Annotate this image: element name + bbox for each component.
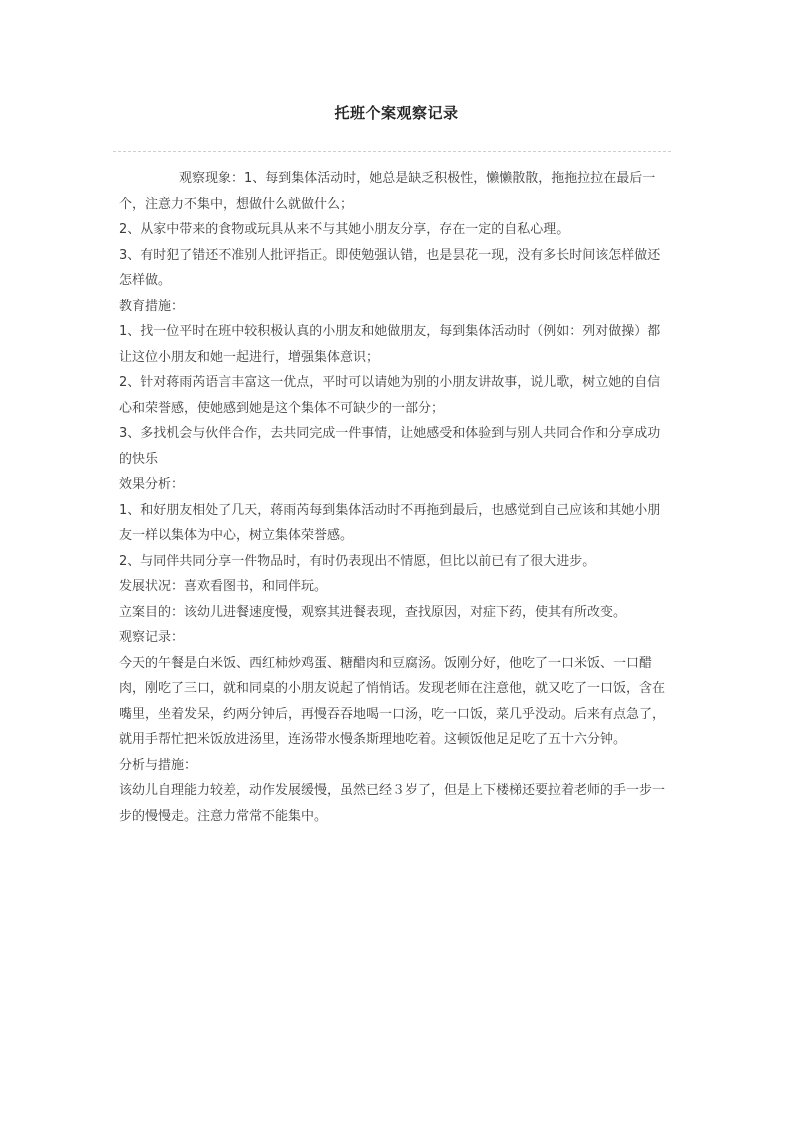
effect-analysis-1: 1、和好朋友相处了几天，蒋雨芮每到集体活动时不再拖到最后，也感觉到自己应该和其她小朋友一样以集体为中心，树立集体荣誉感。 <box>119 502 661 543</box>
section-heading-analysis: 分析与措施： <box>119 757 198 773</box>
case-purpose: 立案目的：该幼儿进餐速度慢，观察其进餐表现，查找原因，对症下药，使其有所改变。 <box>119 604 627 620</box>
observation-phenomenon-1: 观察现象：1、每到集体活动时，她总是缺乏积极性，懒懒散散，拖拖拉拉在最后一个，注意力不集中，想做什么就做什么； <box>119 171 656 212</box>
observation-phenomenon-2: 2、从家中带来的食物或玩具从来不与其她小朋友分享，存在一定的自私心理。 <box>119 222 570 237</box>
document-body <box>119 166 671 829</box>
section-heading-education: 教育措施： <box>119 298 185 314</box>
education-measure-2: 2、针对蒋雨芮语言丰富这一优点，平时可以请她为别的小朋友讲故事，说儿歌，树立她的自信心和荣誉感，使她感到她是这个集体不可缺少的一部分； <box>119 375 661 416</box>
title-divider <box>113 151 671 152</box>
education-measure-3: 3、多找机会与伙伴合作，去共同完成一件事情，让她感受和体验到与别人共同合作和分享成功的快乐 <box>119 426 661 467</box>
section-heading-record: 观察记录： <box>119 630 185 645</box>
observation-phenomenon-3: 3、有时犯了错还不准别人批评指正。即使勉强认错，也是昙花一现，没有多长时间该怎样做还怎样做。 <box>119 247 661 288</box>
development-status: 发展状况：喜欢看图书，和同伴玩。 <box>119 579 328 594</box>
education-measure-1: 1、找一位平时在班中较积极认真的小朋友和她做朋友，每到集体活动时（例如：列对做操）都让这位小朋友和她一起进行，增强集体意识； <box>119 324 661 365</box>
section-heading-effect: 效果分析： <box>119 477 185 492</box>
analysis-measures: 该幼儿自理能力较差，动作发展缓慢，虽然已经３岁了，但是上下楼梯还要拉着老师的手一步一步的慢慢走。注意力常常不能集中。 <box>119 783 666 824</box>
observation-record: 今天的午餐是白米饭、西红柿炒鸡蛋、糖醋肉和豆腐汤。饭刚分好，他吃了一口米饭、一口醋肉，刚吃了三口，就和同桌的小朋友说起了悄悄话。发现老师在注意他，就又吃了一口饭，含在嘴里，坐着发呆，约两分钟后，再慢吞吞地喝一口汤，吃一口饭，菜几乎没动。后来有点急了，就用手帮忙把米饭放进汤里，连汤带水慢条斯理地吃着。这顿饭他足足吃了五十六分钟。 <box>119 655 666 747</box>
effect-analysis-2: 2、与同伴共同分享一件物品时，有时仍表现出不情愿，但比以前已有了很大进步。 <box>119 553 596 569</box>
page-title: 托班个案观察记录 <box>334 104 459 122</box>
